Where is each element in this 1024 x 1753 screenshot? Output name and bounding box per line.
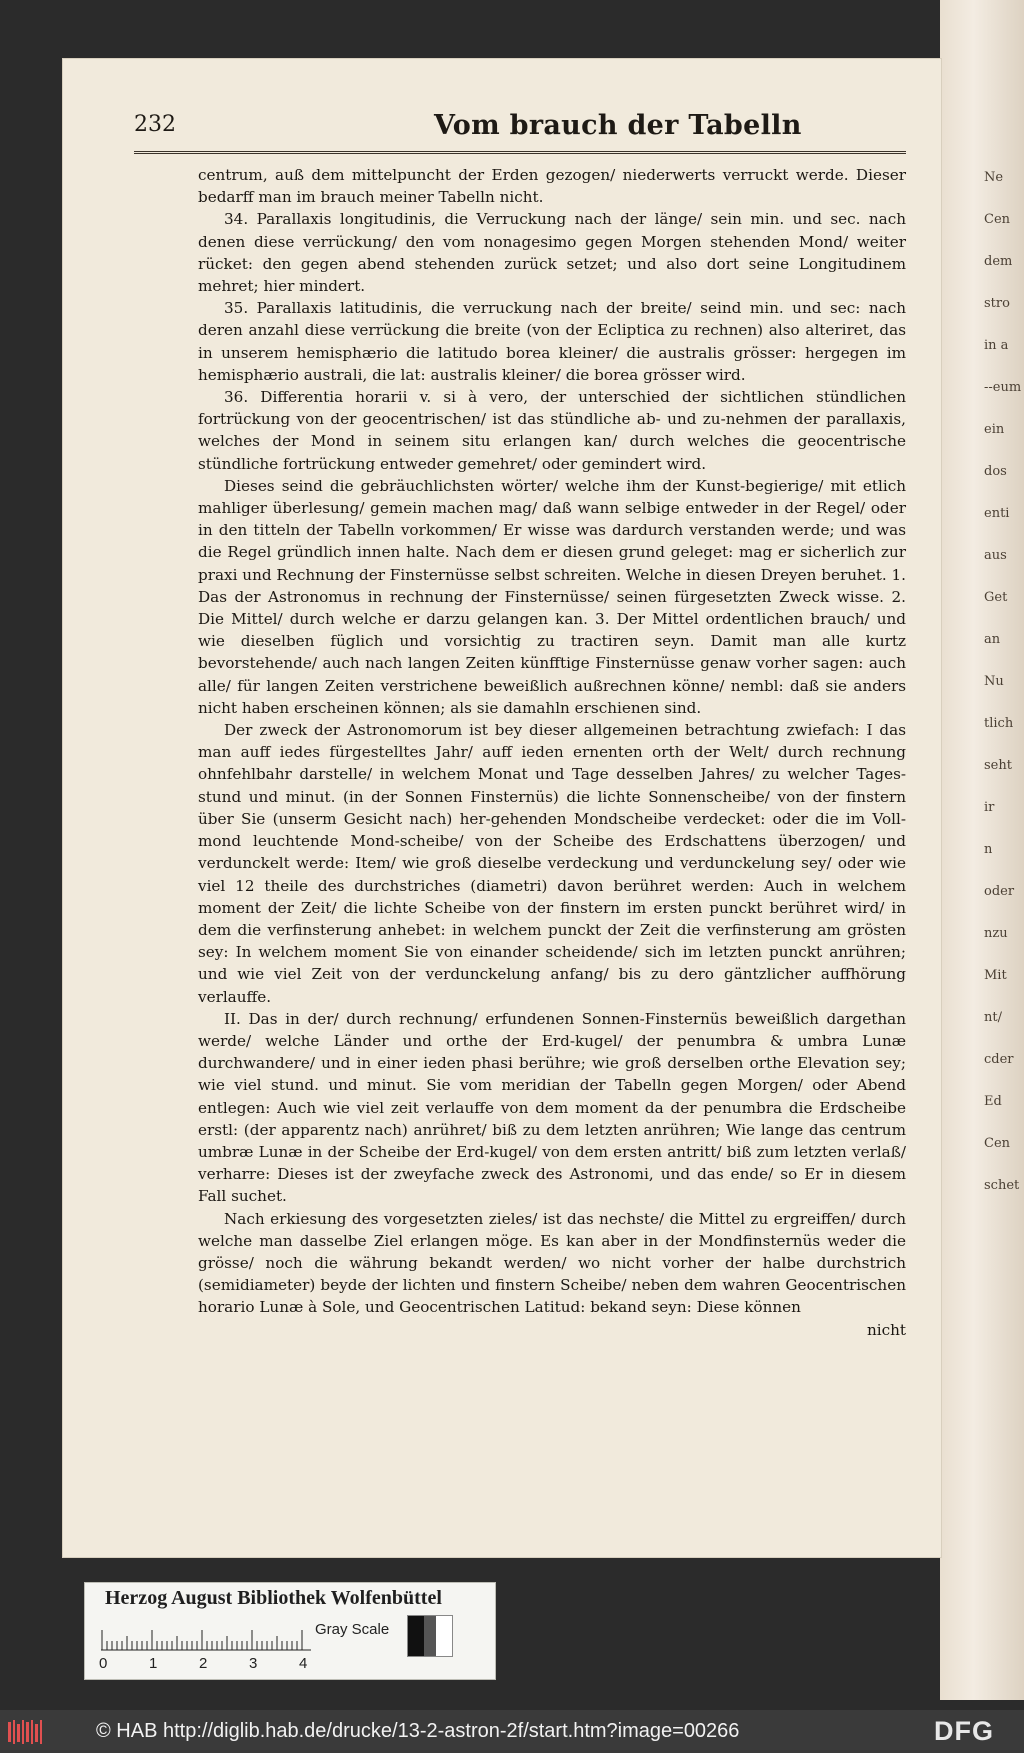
- edge-fragment: Get: [984, 590, 1008, 605]
- edge-fragment: Ed: [984, 1094, 1002, 1109]
- edge-fragment: Cen: [984, 212, 1011, 227]
- edge-fragment: nzu: [984, 926, 1008, 941]
- edge-fragment: cder: [984, 1052, 1014, 1067]
- edge-fragment: aus: [984, 548, 1007, 563]
- swatch-white: [436, 1616, 452, 1656]
- gray-scale-label: Gray Scale: [315, 1621, 390, 1638]
- page-header: [134, 104, 914, 144]
- page-number: 232: [134, 112, 176, 137]
- paragraph: 35. Parallaxis latitudinis, die verruckung nach der breite/ seind min. und sec: nach deren anzahl diese verrückung die breite (von der Ecliptica zu rechnen) also alteriret, das in unserem hemisphærio die latitudo borea kleiner/ die australis grösser: hergegen im hemisphærio australi, die lat: australis kleiner/ die borea grösser wird.: [198, 299, 906, 384]
- edge-fragment: in a: [984, 338, 1009, 353]
- ruler-number: 0: [99, 1655, 108, 1672]
- edge-fragment: tlich: [984, 716, 1014, 731]
- dfg-logo: DFG: [934, 1716, 994, 1746]
- ruler-labels: [101, 1655, 401, 1675]
- edge-fragment: dos: [984, 464, 1007, 479]
- edge-fragment: dem: [984, 254, 1013, 269]
- paragraph: centrum, auß dem mittelpuncht der Erden gezogen/ niederwerts verruckt werde. Dieser bedarff man im brauch meiner Tabelln nicht.: [198, 166, 906, 207]
- edge-fragment: Mit: [984, 968, 1007, 983]
- edge-fragment: an: [984, 632, 1001, 647]
- edge-fragment: Ne: [984, 170, 1004, 185]
- ruler-number: 1: [149, 1655, 158, 1672]
- swatch-dark: [424, 1616, 436, 1656]
- edge-fragment: --eum: [984, 380, 1022, 395]
- ruler-number: 3: [249, 1655, 258, 1672]
- running-head: Vom brauch der Tabelln: [434, 110, 802, 141]
- header-rule: [134, 151, 906, 154]
- edge-fragment: schet: [984, 1178, 1020, 1193]
- hab-barcode-logo-icon: [6, 1718, 46, 1746]
- paragraph: Dieses seind die gebräuchlichsten wörter/ welche ihm der Kunst-begierige/ mit etlich mahliger überlesung/ gemein machen mag/ daß wann selbige entweder in der Regel/ oder in den titteln der Tabelln vorkommen/ Er wisse was dardurch verstanden werde; und was die Regel gründlich innen halte. Nach dem er diesen grund geleget: mag er sicherlich zur praxi und Rechnung der Finsternüsse selbst schreiten. Welche in diesen Dreyen beruhet. 1. Das der Astronomus in rechnung der Finsternüsse/ seinen fürgesetzten Zweck wisse. 2. Die Mittel/ durch welche er darzu gelangen kan. 3. Der Mittel ordentlichen brauch/ und wie dieselben füglich und vorsichtig zu tractiren seyn. Damit man alle kurtz bevorstehende/ auch nach langen Zeiten künfftige Finsternüsse genaw vorher sagen: auch alle/ für langen Zeiten verstrichene beweißlich außrechnen könne/ nembl: daß sie anders nicht haben erscheinen können; als sie damahln erschienen sind.: [198, 476, 907, 717]
- color-calibration-card: [84, 1582, 496, 1680]
- edge-fragment: oder: [984, 884, 1015, 899]
- swatch-black: [408, 1616, 424, 1656]
- edge-fragment: ein: [984, 422, 1005, 437]
- edge-fragment: nt/: [984, 1010, 1002, 1025]
- body-text: [198, 164, 906, 1341]
- ruler-number: 4: [299, 1655, 308, 1672]
- edge-fragment: stro: [984, 296, 1010, 311]
- paragraph: Der zweck der Astronomorum ist bey dieser allgemeinen betrachtung zwiefach: I das man auff iedes fürgestelltes Jahr/ auff ieden ernenten orth der Welt/ durch rechnung ohnfehlbahr darstelle/ in welchem Monat und Tage desselben Jahres/ zu welcher Tages-stund und minut. (in der Sonnen Finsternüs) die lichte Sonnenscheibe/ von der finstern über Sie (unserm Gesicht nach) her-gehenden Mondscheibe verdecket: oder die im Voll-mond leuchtende Mond-scheibe/ von der Scheibe des Erdschattens überzogen/ und verdunckelt werde: Item/ wie groß dieselbe verdeckung und verdunckelung sey/ oder wie viel 12 theile des durchstriches (diametri) davon berühret werden: Auch in welchem moment der Zeit/ die lichte Scheibe von der finstern im ersten punckt berühret wird/ in dem die verfinsterung anhebet: in welchem punckt der Zeit die verfinsterung am grösten sey: In welchem moment Sie von einander scheidende/ sich im letzten punckt anrühren; und wie viel Zeit von der verdunckelung anfang/ bis zu dero gäntzlicher auffhörung verlauffe.: [198, 721, 906, 1006]
- edge-fragment: n: [984, 842, 993, 857]
- edge-fragment: enti: [984, 506, 1010, 521]
- gray-scale-swatches: [407, 1615, 453, 1657]
- paragraph: 34. Parallaxis longitudinis, die Verruckung nach der länge/ sein min. und sec. nach denen diese verrückung/ den vom nonagesimo gegen Morgen stehenden Mond/ weiter rücket: den gegen abend stehenden zurück setzet; und also dort seine Longitudinem mehret; hier mindert.: [198, 210, 906, 296]
- edge-fragment: ir: [984, 800, 995, 815]
- paragraph: 36. Differentia horarii v. si à vero, der unterschied der sichtlichen stündlichen fortrückung von der geocentrischen/ ist das stündliche ab- und zu-nehmen der parallaxis, welches der Mond in seinem situ erlangen kan/ durch welches die geocentrische stündliche fortrückung entweder gemehret/ oder gemindert wird.: [198, 388, 906, 473]
- edge-fragment: seht: [984, 758, 1012, 773]
- paragraph: II. Das in der/ durch rechnung/ erfundenen Sonnen-Finsternüs beweißlich dargethan werde/ welche Länder und orthe der Erd-kugel/ der penumbra & umbra Lunæ durchwandere/ und in einer ieden phasi berühre; wie groß derselben orthe Elevation sey; wie viel stund. und minut. Sie vom meridian der Tabelln gegen Morgen/ oder Abend entlegen: Auch wie viel zeit verlauffe von dem moment da der penumbra die Erdscheibe erstl: (der apparentz nach) anrühret/ biß zu dem letzten anrühren; Wie lange das centrum umbræ Lunæ in der Scheibe der Erd-kugel/ von dem ersten antritt/ biß zum letzten verlaß/ verharre: Dieses ist der zweyfache zweck des Astronomi, und das ende/ so Er in diesem Fall suchet.: [198, 1009, 906, 1206]
- library-name: Herzog August Bibliothek Wolfenbüttel: [105, 1587, 442, 1609]
- citation-link[interactable]: © HAB http://diglib.hab.de/drucke/13-2-astron-2f/start.htm?image=00266: [96, 1720, 740, 1742]
- edge-fragment: Cen: [984, 1136, 1011, 1151]
- paragraph: Nach erkiesung des vorgesetzten zieles/ ist das nechste/ die Mittel zu ergreiffen/ durch welche man dasselbe Ziel erlangen möge. Es kan aber in der Mondfinsternüs weder die grösse/ noch die währung bekandt werden/ wo nicht vorher der halbe durchstrich (semidiameter) beyde der lichten und finstern Scheibe/ neben dem wahren Geocentrischen horario Lunæ à Sole, und Geocentrischen Latitud: bekand seyn: Diese können: [198, 1209, 906, 1317]
- ruler-number: 2: [199, 1655, 208, 1672]
- catchword: nicht: [866, 1320, 906, 1339]
- viewer-footer-bar: [0, 1710, 1024, 1753]
- adjacent-page-edge: [940, 0, 1024, 1700]
- edge-fragment: Nu: [984, 674, 1004, 689]
